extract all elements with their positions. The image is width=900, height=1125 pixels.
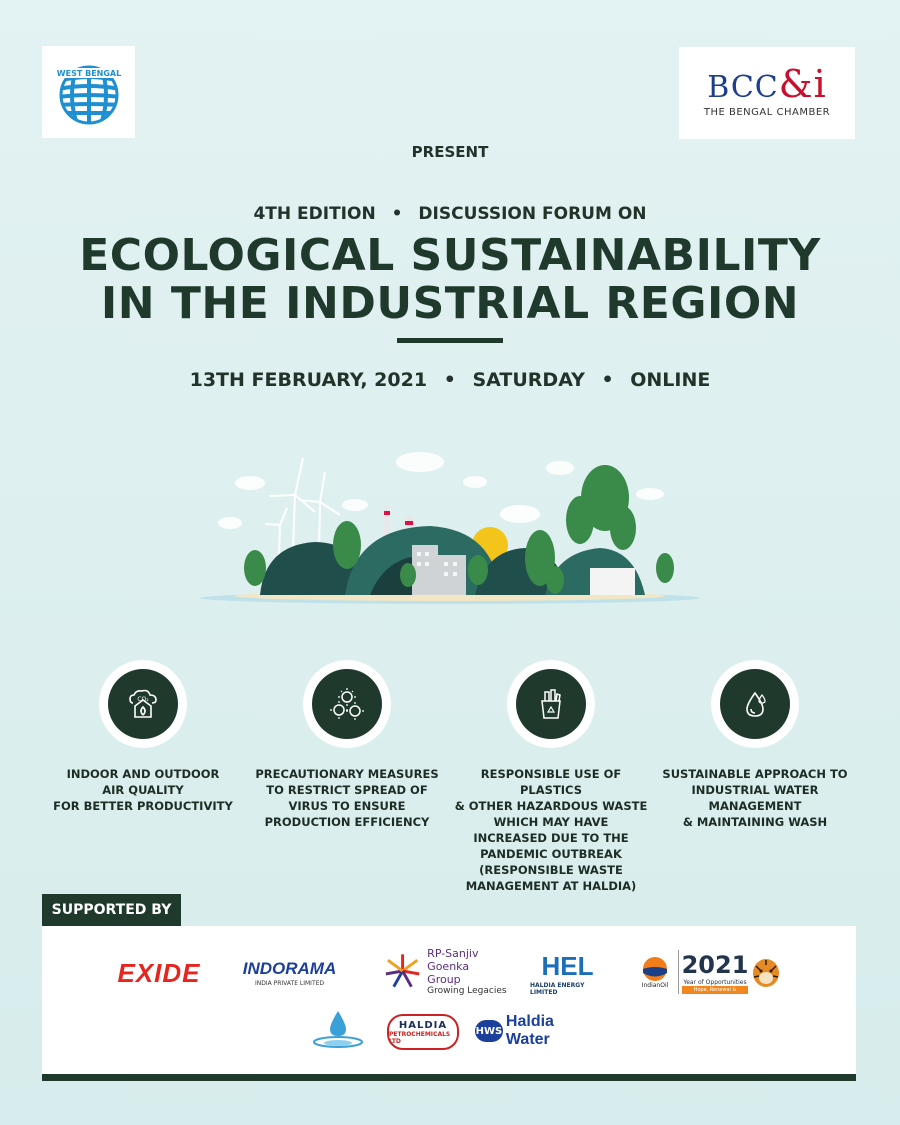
separator-dot: • xyxy=(601,369,614,391)
topic-icon-ring xyxy=(711,660,799,748)
west-bengal-logo-text: WEST BENGAL xyxy=(56,69,121,78)
event-title xyxy=(0,232,900,328)
topic-water-management xyxy=(655,660,855,830)
edition-text: 4TH EDITION xyxy=(253,204,376,224)
present-label: PRESENT xyxy=(411,143,489,161)
indorama-logo xyxy=(227,958,352,988)
rpsg-logo xyxy=(382,946,522,996)
haldia-petro-subtitle: PETROCHEMICALS LTD xyxy=(389,1030,451,1045)
exide-logo: EXIDE xyxy=(117,957,201,988)
globe-icon xyxy=(54,57,124,127)
bcci-mark-amp: &i xyxy=(778,61,827,106)
indianoil-logo xyxy=(637,952,673,992)
event-details xyxy=(0,369,900,391)
bcci-subtitle: THE BENGAL CHAMBER xyxy=(703,106,831,118)
indorama-subtitle: INDIA PRIVATE LIMITED xyxy=(254,980,325,987)
year-2021-logo xyxy=(678,950,751,1001)
west-bengal-logo xyxy=(42,46,135,138)
water-drop-sponsor-logo xyxy=(310,1008,366,1052)
water-splash-icon xyxy=(310,1008,366,1052)
haldia-petrochemicals-logo xyxy=(387,1014,459,1050)
topic-icon-ring xyxy=(99,660,187,748)
topic-air-quality xyxy=(43,660,243,814)
hel-logo xyxy=(530,950,605,996)
edition-line xyxy=(0,204,900,224)
hel-subtitle: HALDIA ENERGY LIMITED xyxy=(530,981,585,996)
year-number: 2021 xyxy=(681,950,749,979)
haldia-petro-name: HALDIA xyxy=(398,1019,448,1031)
haldia-water-badge: HWS xyxy=(475,1020,503,1042)
topic-text: PRECAUTIONARY MEASURES TO RESTRICT SPREAD OF VIRUS TO ENSURE PRODUCTION EFFICIENCY xyxy=(255,767,439,829)
event-mode: ONLINE xyxy=(630,369,711,391)
event-date: 13TH FEBRUARY, 2021 xyxy=(189,369,428,391)
title-line-2: IN THE INDUSTRIAL REGION xyxy=(100,278,800,329)
sponsor-panel-underline xyxy=(42,1074,856,1081)
event-day: SATURDAY xyxy=(472,369,585,391)
year-tagline: Hope, Renewal & Restoration xyxy=(682,986,748,994)
rpsg-line-1: RP-Sanjiv Goenka xyxy=(427,946,479,973)
svg-text:CO₂: CO₂ xyxy=(137,696,149,703)
water-drop-icon xyxy=(720,669,790,739)
tiger-mascot-logo xyxy=(750,952,782,992)
title-line-1: ECOLOGICAL SUSTAINABILITY xyxy=(79,230,821,281)
virus-icon xyxy=(312,669,382,739)
topic-icon-ring xyxy=(507,660,595,748)
rpsg-line-2: Group xyxy=(427,972,461,986)
tiger-icon xyxy=(751,956,781,988)
hel-name: HEL xyxy=(541,950,594,981)
indianoil-name: IndianOil xyxy=(641,981,669,989)
rpsg-tagline: Growing Legacies xyxy=(427,985,507,996)
topic-text: SUSTAINABLE APPROACH TO INDUSTRIAL WATER MANAGEMENT & MAINTAINING WASH xyxy=(662,767,848,829)
title-divider xyxy=(397,338,503,343)
co2-cloud-icon xyxy=(108,669,178,739)
haldia-water-name: Haldia Water xyxy=(505,1013,554,1048)
topic-icon-ring xyxy=(303,660,391,748)
topic-text: INDOOR AND OUTDOOR AIR QUALITY FOR BETTER PRODUCTIVITY xyxy=(53,767,233,813)
indianoil-emblem-icon xyxy=(642,956,668,982)
year-subtitle: Year of Opportunities xyxy=(683,978,747,986)
bcci-logo xyxy=(679,47,855,139)
bcci-mark-letters: BCC xyxy=(707,69,779,105)
star-burst-icon xyxy=(382,952,423,990)
indorama-name: INDORAMA xyxy=(242,959,337,978)
bcci-mark xyxy=(707,61,827,106)
topic-plastics-waste xyxy=(451,660,651,894)
sponsor-panel xyxy=(42,926,856,1074)
forum-text: DISCUSSION FORUM ON xyxy=(418,204,647,224)
separator-dot: • xyxy=(443,369,456,391)
eco-island-illustration xyxy=(195,450,705,610)
supported-by-label: SUPPORTED BY xyxy=(42,894,181,926)
separator-dot: • xyxy=(391,204,403,224)
recycle-bin-icon xyxy=(516,669,586,739)
topic-virus-measures xyxy=(247,660,447,830)
haldia-water-logo xyxy=(475,1013,590,1048)
topic-text: RESPONSIBLE USE OF PLASTICS & OTHER HAZARDOUS WASTE WHICH MAY HAVE INCREASED DUE TO THE PANDEMIC OUTBREAK (RESPONSIBLE WASTE MANAGEMENT AT HALDIA) xyxy=(454,767,648,893)
